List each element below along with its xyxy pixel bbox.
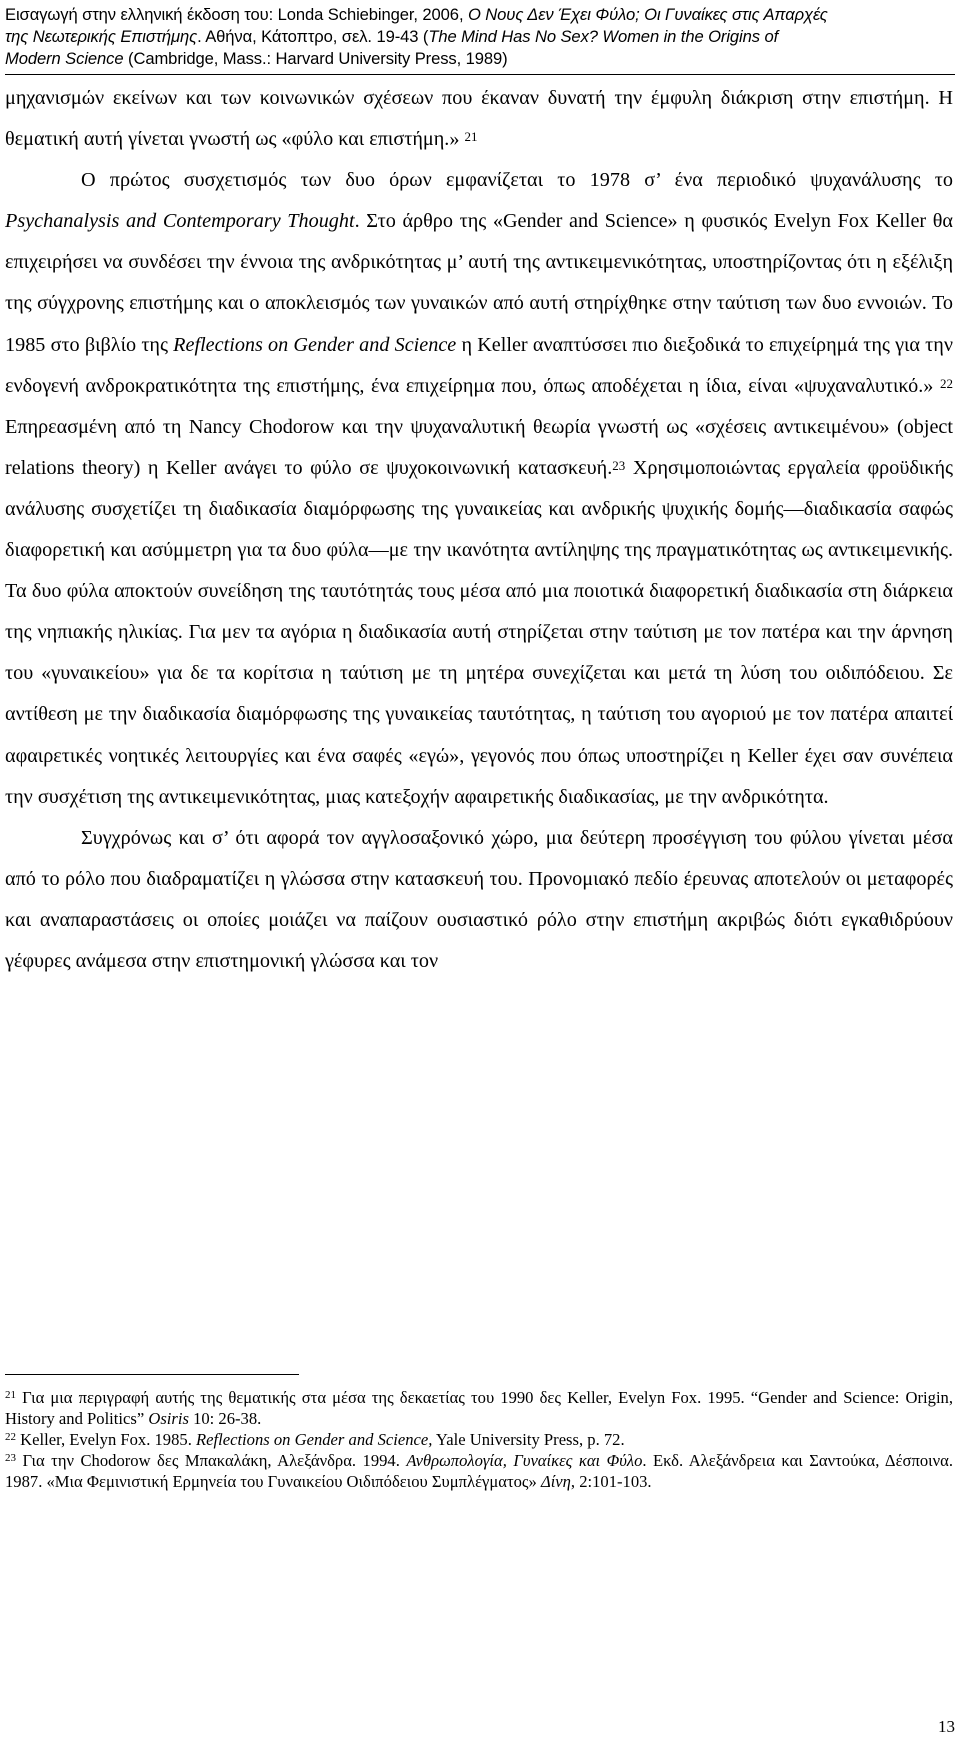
footnote-21-journal: Osiris [148,1409,189,1428]
footnote-ref-21[interactable]: 21 [464,129,478,145]
header-book-subtitle-greek: της Νεωτερικής Επιστήμης [5,27,198,46]
footnote-23-journal: Δίνη [540,1472,571,1491]
footnote-number-21: 21 [5,1389,16,1401]
paragraph-2 [5,160,953,818]
footnote-23-text-c: , 2:101-103. [570,1472,652,1491]
footnote-23-text-a: Για την Chodorow δες Μπακαλάκη, Αλεξάνδρα. 1994. [16,1451,407,1470]
footnote-22-text-a: Keller, Evelyn Fox. 1985. [16,1430,196,1449]
paragraph-2-text-b: . Στο άρθρο της «Gender and Science» η φυσικός Evelyn Fox Keller θα επιχειρήσει να συνδέσει την έννοια της ανδρικότητας μ’ αυτή της αντικειμενικότητας, υποστηρίζοντας ότι η εξέλιξη της σύγχρονης επιστήμης και ο αποκλεισμός των γυναικών από αυτή στηρίχθηκε στην ταύτιση των δυο εννοιών. Το 1985 στο βιβλίο της [5,210,954,356]
paragraph-3 [5,818,953,982]
footnote-21 [5,1387,953,1429]
running-header [5,4,955,70]
footnote-22 [5,1429,953,1450]
footnote-ref-22[interactable]: 22 [940,375,953,391]
footnote-ref-23[interactable]: 23 [612,457,626,473]
paragraph-1 [5,78,953,160]
header-citation-text: Εισαγωγή στην ελληνική έκδοση του: Londa Schiebinger, 2006, [5,5,468,24]
footnote-23-book: Ανθρωπολογία, Γυναίκες και Φύλο [406,1451,643,1470]
paragraph-2-text-d: Επηρεασμένη από τη Nancy Chodorow και την ψυχαναλυτική θεωρία γνωστή ως «σχέσεις αντικειμένου» (object relations theory) η Keller ανάγει το φύλο σε ψυχοκοινωνική κατασκευή. [5,415,953,479]
paragraph-3-text: Συγχρόνως και σ’ ότι αφορά τον αγγλοσαξονικό χώρο, μια δεύτερη προσέγγιση του φύλου γίνεται μέσα από το ρόλο που διαδραματίζει η γλώσσα στην κατασκευή του. Προνομιακό πεδίο έρευνας αποτελούν οι μεταφορές και αναπαραστάσεις οι οποίες μοιάζει να παίζουν ουσιαστικό ρόλο στην επιστήμη ακριβώς διότι εγκαθιδρύουν γέφυρες ανάμεσα στην επιστημονική γλώσσα και τον [5,826,953,972]
paragraph-2-text-a: Ο πρώτος συσχετισμός των δυο όρων εμφανίζεται το 1978 σ’ ένα περιοδικό ψυχανάλυσης το [81,169,953,192]
paragraph-1-text: μηχανισμών εκείνων και των κοινωνικών σχέσεων που έκαναν δυνατή την έμφυλη διάκριση στην επιστήμη. Η θεματική αυτή γίνεται γνωστή ως «φύλο και επιστήμη.» [5,87,953,151]
footnote-22-book: Reflections on Gender and Science, [196,1430,433,1449]
header-original-publisher: (Cambridge, Mass.: Harvard University Press, 1989) [123,49,508,68]
header-original-title: The Mind Has No Sex? Women in the Origins of [428,27,779,46]
header-divider [5,74,955,75]
header-book-title-greek: Ο Νους Δεν Έχει Φύλο; Οι Γυναίκες στις Απαρχές [467,5,828,24]
footnote-number-22: 22 [5,1431,16,1443]
paragraph-2-text-e: Χρησιμοποιώντας εργαλεία φροϋδικής ανάλυσης συσχετίζει τη διαδικασία διαμόρφωσης της γυναικείας και ανδρικής ψυχικής δομής—διαδικασία σαφώς διαφορετική και ασύμμετρη για τα δυο φύλα—με την ικανότητα αντίληψης της πραγματικότητας ως αντικειμενικής. Τα δυο φύλα αποκτούν συνείδηση της ταυτότητάς τους μέσα από μια ποιοτικά διαφορετική διαδικασία στη διάρκεια της νηπιακής ηλικίας. Για μεν τα αγόρια η διαδικασία αυτή στηρίζεται στην ταύτιση με τον πατέρα και την άρνηση του «γυναικείου» για δε τα κορίτσια η ταύτιση με τη μητέρα συνεχίζεται και μετά τη λύση του οιδιπόδειου. Σε αντίθεση με την διαδικασία διαμόρφωσης της γυναικείας ταυτότητας, η ταύτιση του αγοριού με τον πατέρα απαιτεί αφαιρετικές νοητικές λειτουργίες και ένα σαφές «εγώ», γεγονός που όπως υποστηρίζει η Keller έχει σαν συνέπεια την συσχέτιση της αντικειμενικότητας, μιας κατεξοχήν αφαιρετικής διαδικασίας, με την ανδρικότητα. [5,456,953,808]
footnote-divider [5,1374,299,1375]
footnote-21-text-b: 10: 26-38. [188,1409,262,1428]
footnote-23-text-b: . Εκδ. Αλεξάνδρεια και Σαντούκα, Δέσποινα. 1987. «Μια Φεμινιστική Ερμηνεία του Γυναικείου Οιδιπόδειου Συμπλέγματος» [5,1451,953,1491]
main-text [5,78,953,982]
footnote-22-text-b: Yale University Press, p. 72. [432,1430,625,1449]
journal-title: Psychanalysis and Contemporary Thought [5,210,355,233]
footnote-21-text-a: Για μια περιγραφή αυτής της θεματικής στα μέσα της δεκαετίας του 1990 δες Keller, Evelyn Fox. 1995. “Gender and Science: Origin, History and Politics” [5,1388,953,1428]
header-original-title-cont: Modern Science [5,49,124,68]
page-number: 13 [938,1717,955,1736]
footnote-23 [5,1450,953,1492]
header-publisher-text: . Αθήνα, Κάτοπτρο, σελ. 19-43 ( [197,27,429,46]
book-title: Reflections on Gender and Science [173,333,457,356]
paragraph-2-text-c: η Keller αναπτύσσει πιο διεξοδικά το επιχείρημά της για την ενδογενή ανδροκρατικότητα της επιστήμης, ένα επιχείρημα που, όπως αποδέχεται η ίδια, είναι «ψυχαναλυτικό.» [5,333,953,397]
footnotes [5,1387,953,1492]
footnote-number-23: 23 [5,1452,16,1464]
